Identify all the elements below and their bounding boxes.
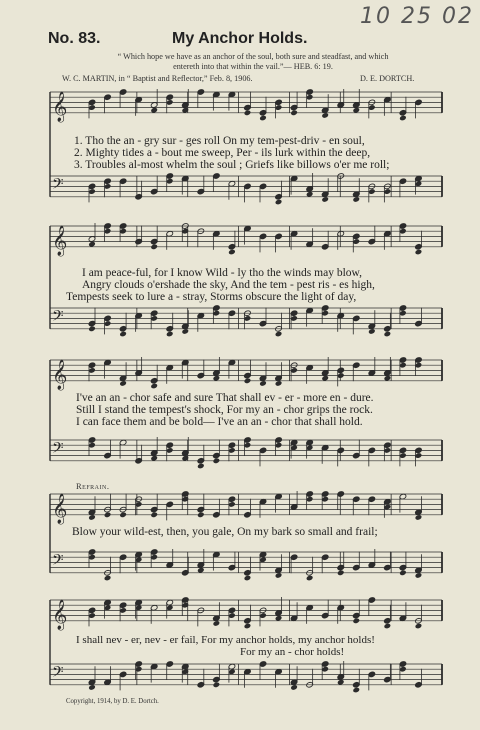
hymn-title: My Anchor Holds.	[172, 30, 308, 47]
verse-3-line-1: 3. Troubles al-most whelm the soul ; Griefs like billows o'er me roll;	[74, 159, 390, 171]
note-head	[150, 244, 158, 251]
note-head	[259, 115, 267, 122]
words-credit: W. C. MARTIN, in “ Baptist and Reflector,” Feb. 8, 1906.	[62, 74, 253, 83]
epigraph-line-2: entereth into that within the vail.”— HEB. 6: 19.	[173, 61, 333, 71]
note-head	[197, 463, 205, 470]
note-head	[306, 575, 314, 582]
note-head	[244, 110, 252, 117]
note-head	[244, 378, 252, 385]
note-head	[150, 383, 158, 390]
refrain-label: Refrain.	[76, 481, 110, 491]
epigraph-line-1: “ Which hope we have as an anchor of the soul, both sure and steadfast, and which	[117, 52, 389, 61]
note-head	[384, 623, 392, 630]
note-head	[415, 623, 423, 630]
bass-clef-icon: 𝄢	[52, 307, 64, 329]
verse-2-line-3: Still I stand the tempest's shock, For my an - chor grips the rock.	[76, 404, 373, 416]
note-head	[415, 249, 423, 256]
note-head	[119, 331, 127, 338]
music-credit: D. E. DORTCH.	[360, 74, 415, 83]
note-head	[197, 512, 205, 519]
verse-1-line-3: I've an an - chor safe and sure That shall ev - er - more en - dure.	[76, 392, 374, 404]
note-head	[352, 618, 360, 625]
note-head	[244, 575, 252, 582]
verse-2-line-2: Angry clouds o'ershade the sky, And the tem - pest ris - es high,	[82, 279, 375, 291]
treble-clef-icon: 𝄞	[52, 599, 68, 630]
treble-clef-icon: 𝄞	[52, 91, 68, 122]
verse-1-line-1: 1. Tho the an - gry sur - ges roll On my tem-pest-driv - en soul,	[74, 135, 365, 147]
treble-clef-icon: 𝄞	[52, 225, 68, 256]
note-head	[213, 682, 221, 689]
verse-1-line-2: I am peace-ful, for I know Wild - ly tho the winds may blow,	[82, 267, 362, 279]
hymn-number: No. 83.	[48, 30, 101, 47]
note-head	[399, 115, 407, 122]
bass-clef-icon: 𝄢	[52, 175, 64, 197]
note-head	[166, 331, 174, 338]
note-head	[384, 331, 392, 338]
bass-clef-icon: 𝄢	[52, 551, 64, 573]
note-head	[228, 249, 236, 256]
refrain-line-2: I shall nev - er, nev - er fail, For my anchor holds, my anchor holds!	[76, 634, 375, 646]
note-head	[244, 623, 252, 630]
bass-clef-icon: 𝄢	[52, 439, 64, 461]
treble-clef-icon: 𝄞	[52, 493, 68, 524]
verse-2-line-1: 2. Mighty tides a - bout me sweep, Per - ils lurk within the deep,	[74, 147, 371, 159]
note-head	[119, 512, 127, 519]
refrain-line-1: Blow your wild-est, then, you gale, On my bark so small and frail;	[72, 526, 378, 538]
note-head	[352, 687, 360, 694]
verse-3-line-2: Tempests seek to lure a - stray, Storms obscure the light of day,	[66, 291, 357, 303]
note-head	[104, 575, 112, 582]
bass-clef-icon: 𝄢	[52, 663, 64, 685]
note-head	[399, 570, 407, 577]
handwritten-note: 10 25 02	[360, 4, 474, 29]
note-head	[104, 512, 112, 519]
note-head	[337, 570, 345, 577]
treble-clef-icon: 𝄞	[52, 359, 68, 390]
note-head	[213, 458, 221, 465]
note-head	[290, 110, 298, 117]
refrain-line-3: For my an - chor holds!	[240, 646, 345, 658]
copyright: Copyright, 1914, by D. E. Dortch.	[66, 698, 159, 705]
note-head	[275, 199, 283, 206]
note-head	[275, 331, 283, 338]
note-head	[150, 512, 158, 519]
verse-3-line-3: I can face them and be bold— I've an an - chor that shall hold.	[76, 416, 363, 428]
note-head	[88, 326, 96, 333]
